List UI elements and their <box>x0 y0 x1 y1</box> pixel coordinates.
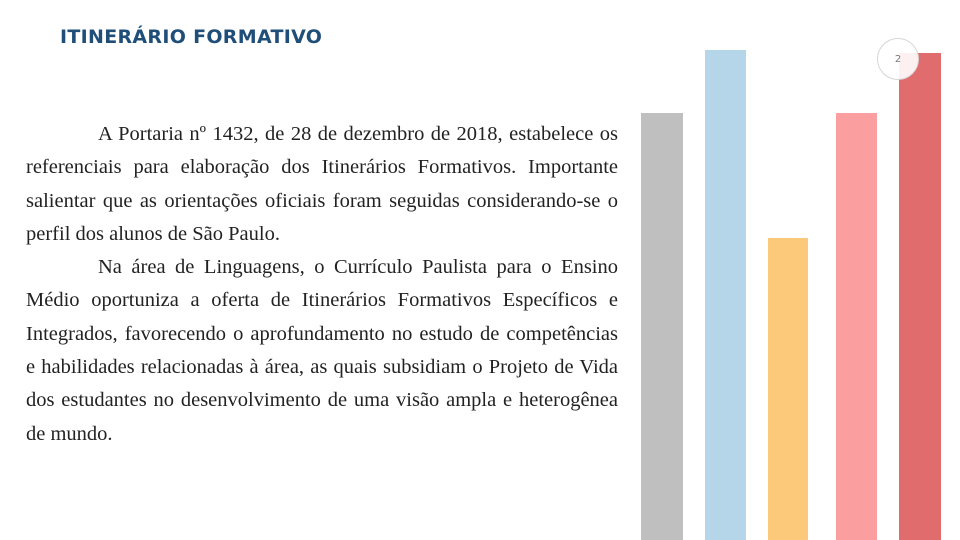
decor-bar-pink <box>836 113 877 540</box>
decor-bar-red <box>899 53 941 540</box>
decor-bar-gray <box>641 113 683 540</box>
page-number-badge: 2 <box>877 38 919 80</box>
page-title: ITINERÁRIO FORMATIVO <box>60 26 323 48</box>
paragraph-portaria: A Portaria nº 1432, de 28 de dezembro de 2018, estabelece os referenciais para elaboração dos Itinerários Formativos. Importante salientar que as orientações oficiais foram seguidas considerando-se o perfil dos alunos de São Paulo. <box>26 123 618 245</box>
decor-bar-yellow <box>768 238 808 540</box>
paragraph-linguagens: Na área de Linguagens, o Currículo Paulista para o Ensino Médio oportuniza a oferta de Itinerários Formativos Específicos e Integrados, favorecendo o aprofundamento no estudo de competências e habilidades relacionadas à área, as quais subsidiam o Projeto de Vida dos estudantes no desenvolvimento de uma visão ampla e heterogênea de mundo. <box>26 256 618 445</box>
body-text <box>26 118 618 451</box>
decor-bar-blue <box>705 50 746 540</box>
